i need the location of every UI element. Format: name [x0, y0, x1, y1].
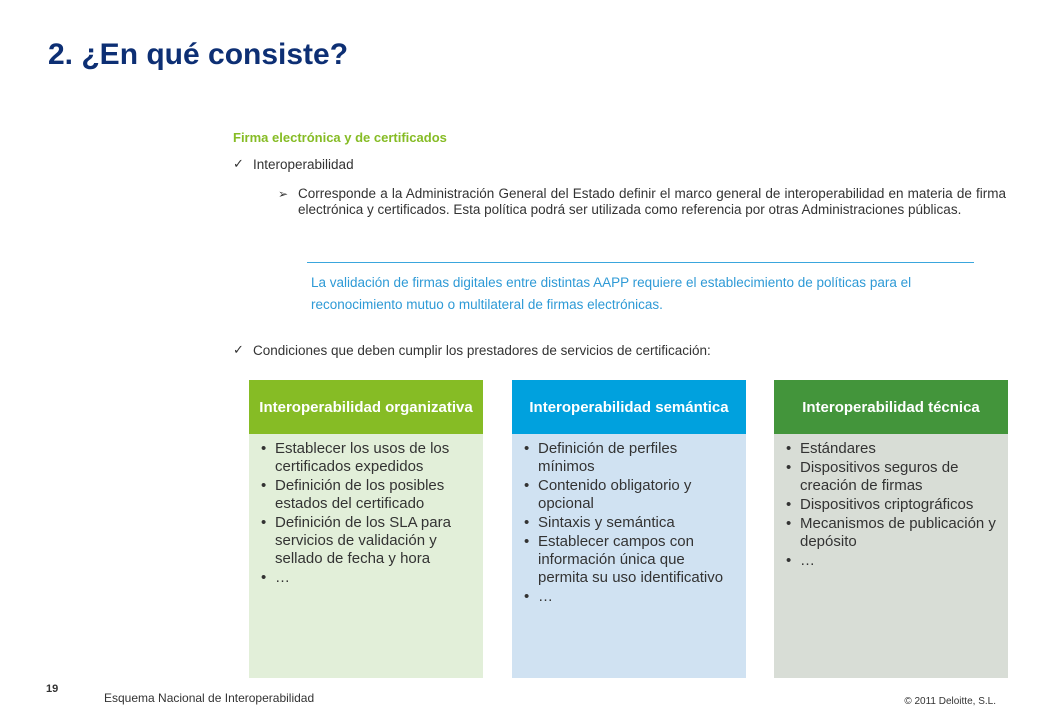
page-title: 2. ¿En qué consiste?: [48, 38, 349, 71]
list-item: • Establecer campos con información única que permita su uso identificativo: [524, 533, 736, 587]
list-item: • Sintaxis y semántica: [524, 514, 736, 532]
list-item: • Contenido obligatorio y opcional: [524, 477, 736, 513]
check-item-interoperabilidad: [233, 156, 354, 172]
list-item: • Dispositivos seguros de creación de firmas: [786, 459, 998, 495]
card-body: [249, 434, 483, 678]
list-item: • …: [786, 552, 998, 570]
list-item: • Definición de los posibles estados del certificado: [261, 477, 473, 513]
list-item: • Definición de los SLA para servicios de validación y sellado de fecha y hora: [261, 514, 473, 568]
section-heading: Firma electrónica y de certificados: [233, 130, 447, 145]
card-list: [524, 440, 736, 606]
checkmark-icon: ✓: [233, 342, 244, 357]
page-number: 19: [46, 683, 59, 695]
list-item: • …: [261, 569, 473, 587]
list-item: • Establecer los usos de los certificados expedidos: [261, 440, 473, 476]
card-title: Interoperabilidad organizativa: [249, 380, 483, 434]
card-tecnica: [774, 380, 1008, 678]
card-body: [512, 434, 746, 678]
quote-divider: [307, 262, 974, 263]
list-item: • Estándares: [786, 440, 998, 458]
arrow-bullet-text: Corresponde a la Administración General del Estado definir el marco general de interoperabilidad en materia de firma electrónica y certificados. Esta política podrá ser utilizada como referencia por otras Administraciones públicas.: [298, 186, 1006, 217]
card-organizativa: [249, 380, 483, 678]
check-item-label: Interoperabilidad: [253, 156, 354, 172]
list-item: • Mecanismos de publicación y depósito: [786, 515, 998, 551]
footer-document-title: Esquema Nacional de Interoperabilidad: [104, 691, 315, 705]
card-title: Interoperabilidad semántica: [512, 380, 746, 434]
card-title: Interoperabilidad técnica: [774, 380, 1008, 434]
card-list: [261, 440, 473, 587]
list-item: • Dispositivos criptográficos: [786, 496, 998, 514]
check-item-condiciones: [233, 342, 711, 358]
card-semantica: [512, 380, 746, 678]
list-item: • Definición de perfiles mínimos: [524, 440, 736, 476]
footer-copyright: © 2011 Deloitte, S.L.: [904, 696, 996, 707]
arrow-bullet-item: [278, 186, 1006, 218]
card-list: [786, 440, 998, 570]
checkmark-icon: ✓: [233, 156, 244, 171]
arrow-bullet-icon: ➢: [278, 187, 289, 201]
check-item-label: Condiciones que deben cumplir los prestadores de servicios de certificación:: [253, 342, 711, 358]
quote-text: La validación de firmas digitales entre distintas AAPP requiere el establecimiento de políticas para el reconocimiento mutuo o multilateral de firmas electrónicas.: [311, 275, 912, 312]
list-item: • …: [524, 588, 736, 606]
card-body: [774, 434, 1008, 678]
